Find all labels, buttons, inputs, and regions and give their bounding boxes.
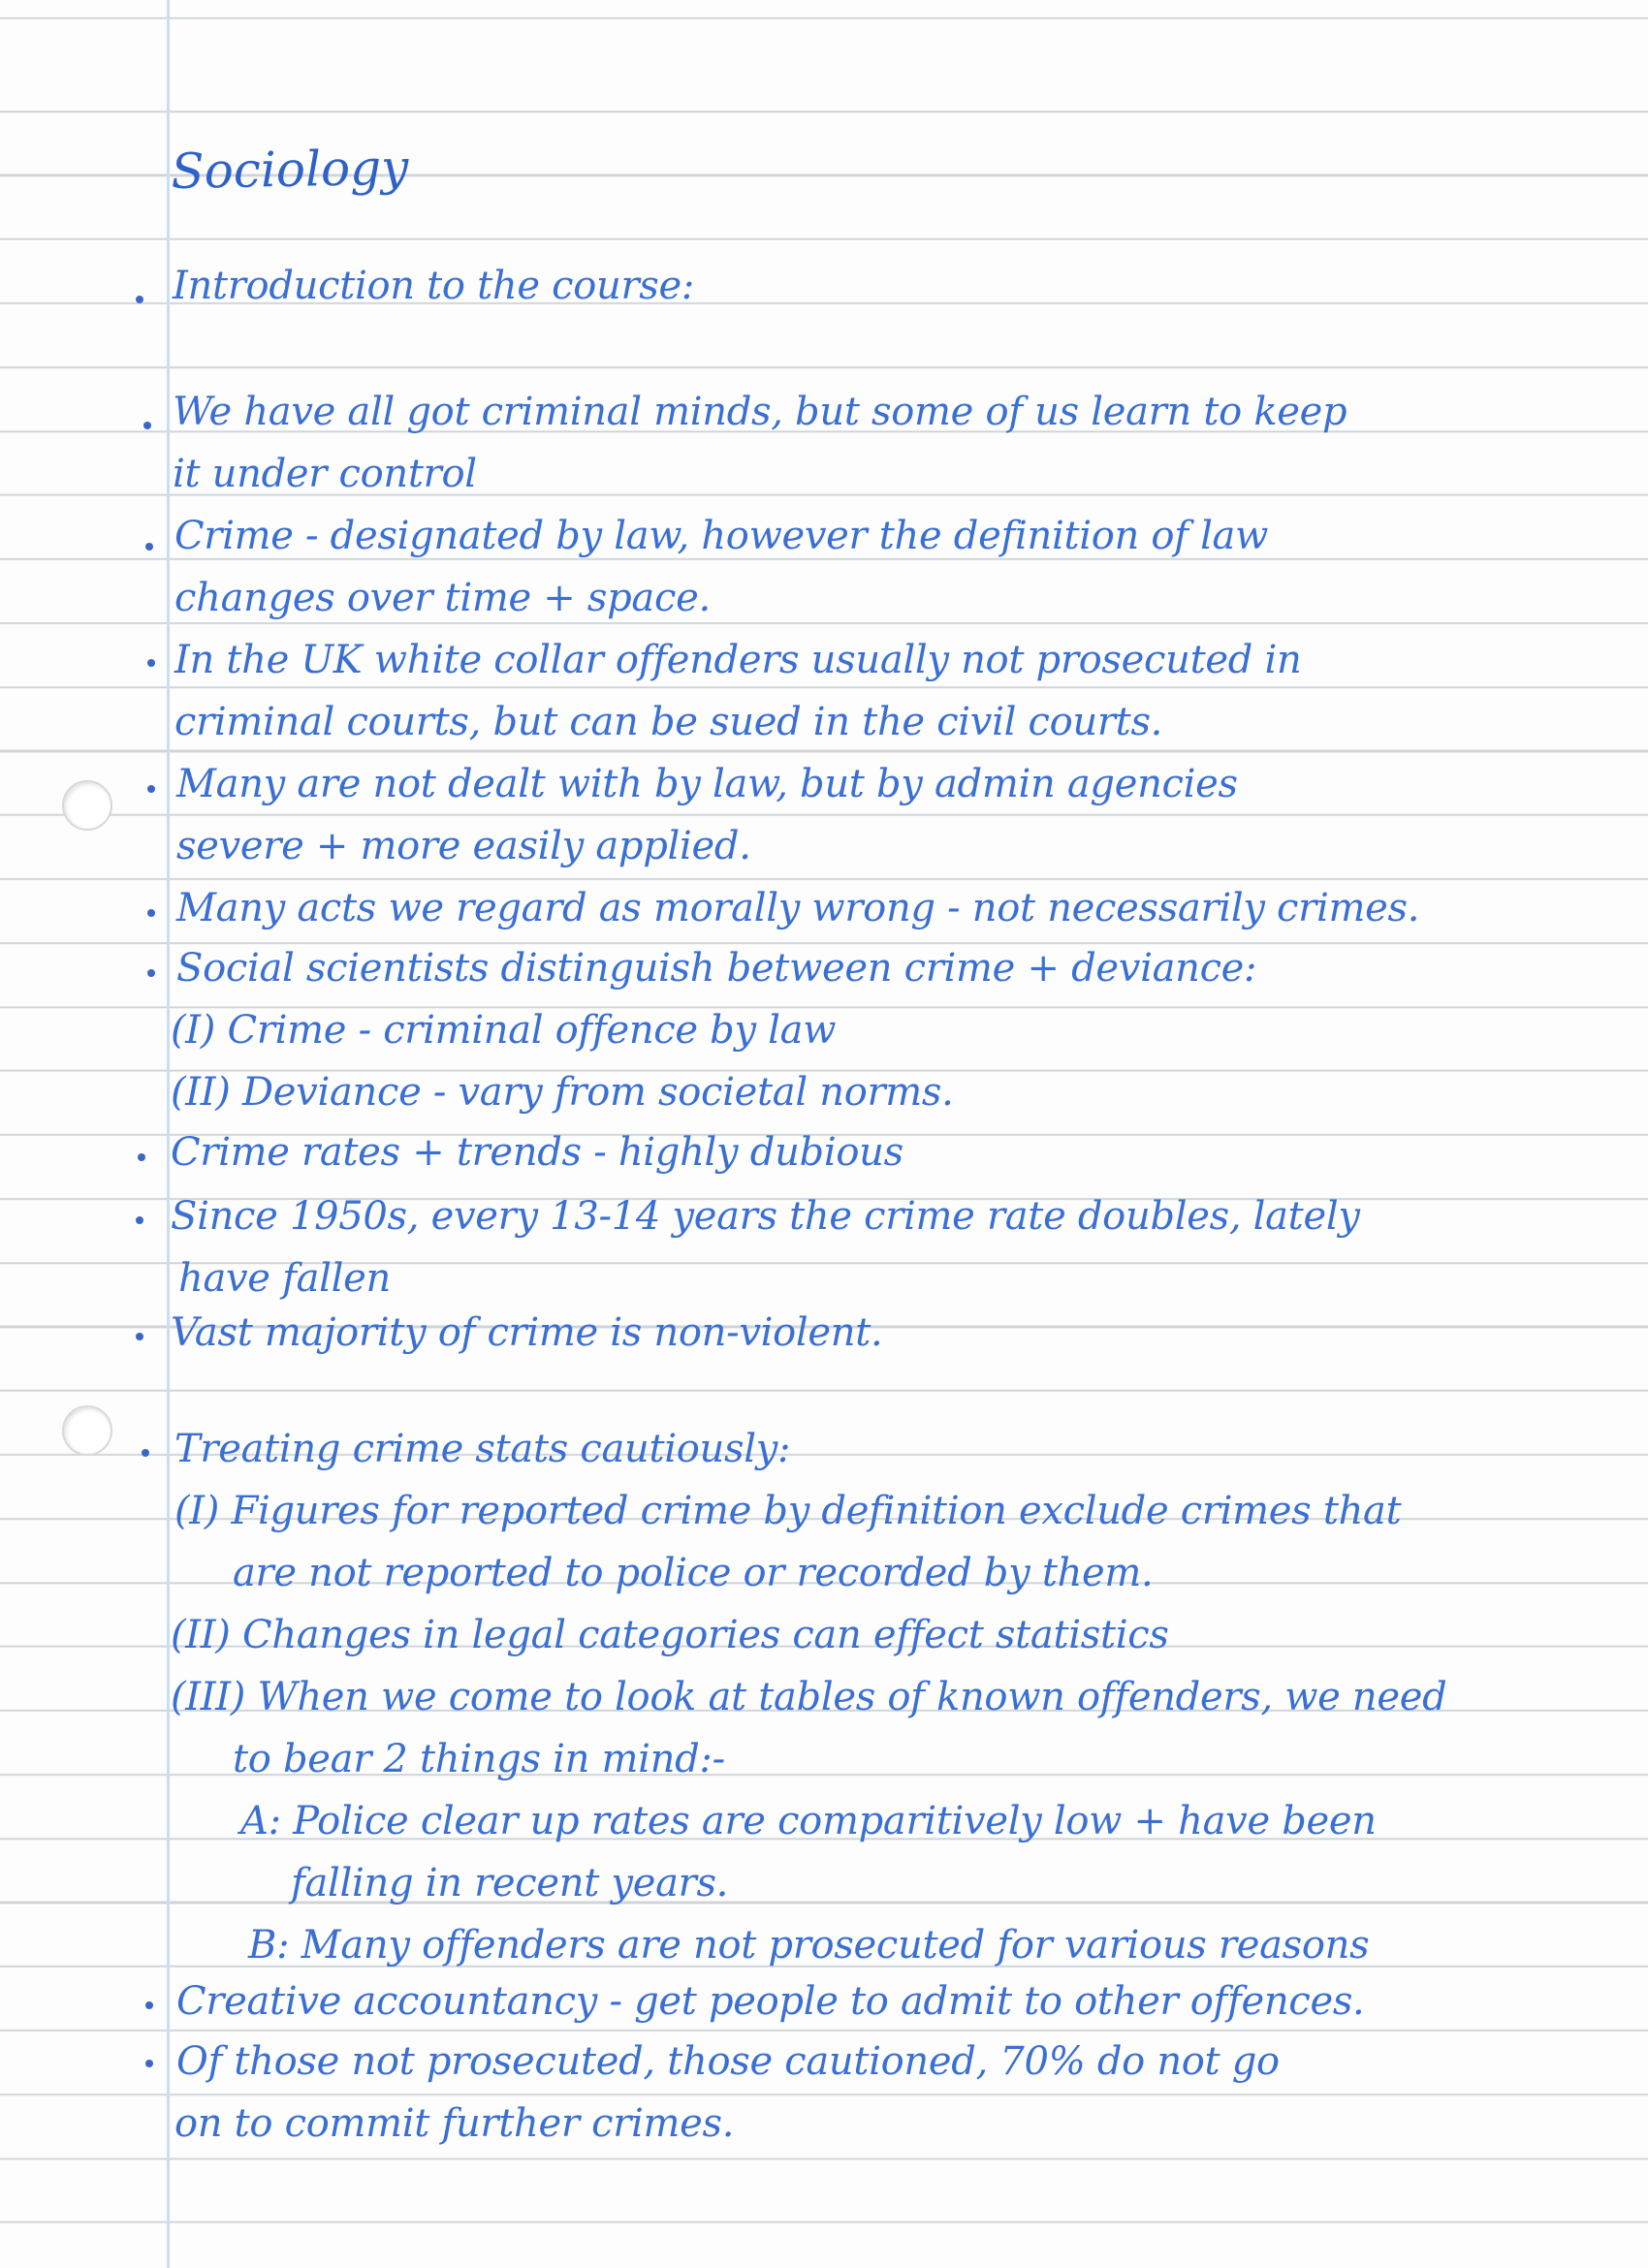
note-line: Treating crime stats cautiously: [174, 1427, 791, 1471]
bullet [147, 909, 155, 917]
punch-hole-top [62, 780, 112, 831]
note-line: have fallen [178, 1256, 391, 1301]
punch-hole-bottom [62, 1405, 112, 1456]
note-line: Introduction to the course: [173, 264, 695, 308]
note-line: We have all got criminal minds, but some of us learn to keep [173, 390, 1347, 434]
note-line: Creative accountancy - get people to admit to other offences. [176, 1979, 1365, 2024]
bullet [145, 543, 153, 551]
note-line: Many are not dealt with by law, but by admin agencies [176, 762, 1238, 806]
bullet [136, 1216, 143, 1224]
note-line: are not reported to police or recorded by them. [233, 1551, 1154, 1595]
note-line: falling in recent years. [291, 1861, 729, 1906]
note-line: severe + more easily applied. [176, 824, 751, 868]
note-line: Many acts we regard as morally wrong - not necessarily crimes. [176, 886, 1420, 930]
bullet [147, 969, 155, 977]
bullet [136, 1333, 143, 1340]
note-line: Social scientists distinguish between crime + deviance: [176, 946, 1257, 991]
note-line: In the UK white collar offenders usually not prosecuted in [174, 638, 1302, 682]
note-line: (II) Deviance - vary from societal norms. [171, 1070, 954, 1115]
note-line: Vast majority of crime is non-violent. [171, 1310, 883, 1355]
bullet [147, 785, 155, 793]
note-line: changes over time + space. [174, 576, 711, 620]
bullet [147, 659, 155, 667]
note-line: it under control [173, 452, 477, 496]
note-line: Since 1950s, every 13-14 years the crime rate doubles, lately [171, 1194, 1360, 1239]
note-line: B: Many offenders are not prosecuted for various reasons [248, 1923, 1370, 1968]
bullet [136, 296, 143, 303]
note-line: to bear 2 things in mind:- [233, 1737, 725, 1781]
note-line: A: Police clear up rates are comparitively low + have been [240, 1799, 1377, 1843]
note-line: (I) Crime - criminal offence by law [171, 1008, 837, 1053]
bullet [145, 2001, 153, 2009]
bullet [138, 1153, 145, 1161]
page-title: Sociology [171, 139, 409, 200]
note-line: Crime rates + trends - highly dubious [171, 1130, 903, 1175]
note-line: (I) Figures for reported crime by definition exclude crimes that [174, 1489, 1402, 1533]
note-line: criminal courts, but can be sued in the civil courts. [174, 700, 1163, 744]
bullet [142, 1449, 149, 1457]
bullet [143, 422, 151, 429]
note-line: (III) When we come to look at tables of known offenders, we need [171, 1675, 1447, 1719]
note-line: Of those not prosecuted, those cautioned, 70% do not go [176, 2039, 1280, 2084]
note-line: on to commit further crimes. [174, 2101, 735, 2146]
bullet [145, 2060, 153, 2067]
note-line: (II) Changes in legal categories can effect statistics [171, 1613, 1169, 1657]
note-line: Crime - designated by law, however the definition of law [174, 514, 1269, 558]
